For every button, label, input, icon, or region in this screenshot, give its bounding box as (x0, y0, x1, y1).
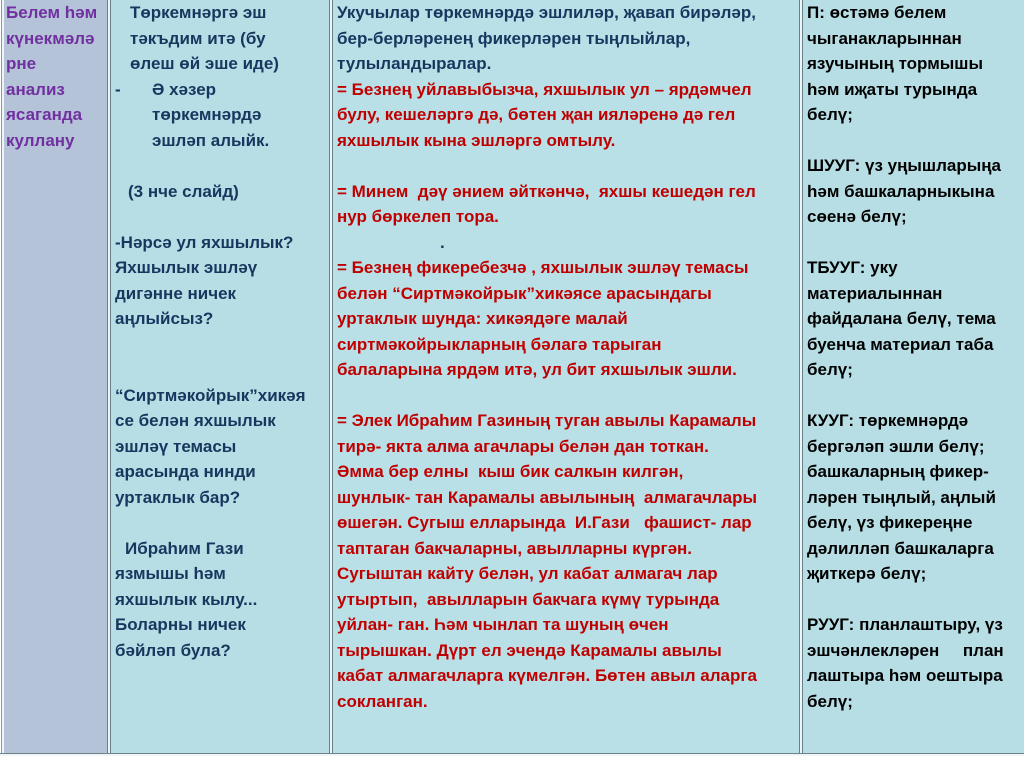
col4-shuug-line: һәм башкаларныкына (807, 181, 995, 201)
col4-shuug-line: ШУУГ: үз уңышларыңа (807, 156, 1001, 175)
col1-line: рне (6, 54, 37, 73)
col3-answer4-line: Сугыштан кайту белән, ул кабат алмагач лар (337, 564, 718, 583)
col2-task-line: өлеш өй эше иде) (130, 54, 279, 73)
col2-group-work-item (115, 77, 329, 103)
col4-p-line: белү; (807, 105, 853, 124)
col2-slide-note: (3 нче слайд) (128, 181, 239, 201)
col2-question2-line: се белән яхшылык (115, 411, 276, 430)
col3-answer4-line: Әмма бер елны кыш бик салкын килгән, (337, 462, 684, 481)
col2-question2-line: арасында нинди (115, 462, 256, 481)
col4-kuug-line: дәлилләп башкаларга (807, 538, 994, 558)
col3-answer3-line: = Безнең фикеребезчә , яхшылык эшләү темасы (337, 258, 749, 277)
col1-line: күнекмәлә (6, 28, 95, 48)
col2-question3-line: Ибраһим Гази (125, 538, 244, 558)
col1-line: куллану (6, 130, 75, 150)
col4-p-line: чыганакларыннан (807, 28, 962, 48)
col3-answer4-line: кабат алмагачларга күмелгән. Бөтен авыл аларга (337, 666, 757, 685)
col3-answer2-line: нур бөркелеп тора. (337, 207, 499, 226)
column-skills-application (4, 0, 107, 753)
col2-group-work-line: эшләп алыйк. (152, 130, 270, 150)
col1-line: Белем һәм (6, 3, 98, 22)
col3-answer4-line: утыртып, авылларын бакчага күмү турында (337, 589, 720, 609)
col2-question3-line: бәйләп була? (115, 640, 231, 660)
col2-group-work-line: төркемнәрдә (152, 105, 262, 124)
col4-kuug-line: КУУГ: төркемнәрдә (807, 411, 969, 430)
col3-answer3-line: балаларына ярдәм итә, ул бит яхшылык эшли. (337, 360, 737, 379)
col4-p-line: һәм иҗаты турында (807, 79, 978, 99)
col4-ruug-line: РУУГ: планлаштыру, үз (807, 615, 1003, 634)
col3-intro-line: тулыландыралар. (337, 54, 492, 73)
col2-question1-line: Яхшылык эшләү (115, 258, 258, 277)
column-teacher-activity (111, 0, 329, 753)
col4-shuug-line: сөенә белү; (807, 207, 907, 226)
col3-answer3-line: уртаклык шунда: хикәядәге малай (337, 309, 628, 328)
col4-tbuug-line: файдалана белү, тема (807, 309, 996, 328)
col4-ruug-line: белү; (807, 691, 853, 711)
col2-group-work-line: Ә хәзер (152, 79, 217, 99)
col2-question3-line: Боларны ничек (115, 615, 246, 634)
col3-answer4-line: тирә- якта алма агачлары белән дан тоткан. (337, 436, 709, 456)
col4-tbuug-line: буенча материал таба (807, 334, 994, 354)
col3-answer4-line: өшегән. Сугыш елларында И.Гази фашист- лар (337, 513, 752, 532)
col4-kuug-line: башкаларның фикер- (807, 462, 989, 481)
col3-answer3-line: белән “Сиртмәкойрык”хикәясе арасындагы (337, 283, 712, 303)
col3-answer4-line: тырышкан. Дүрт ел эчендә Карамалы авылы (337, 640, 722, 660)
col2-task-line: Төркемнәргә эш (130, 3, 267, 22)
col3-answer4-line: таптаган бакчаларны, авылларны күргән. (337, 538, 693, 558)
col3-answer4-line: шунлык- тан Карамалы авылының алмагачлары (337, 487, 758, 507)
col4-tbuug-line: ТБУУГ: уку (807, 258, 898, 277)
col2-question2-line: эшләү темасы (115, 436, 237, 456)
col2-question3-line: язмышы һәм (115, 564, 226, 583)
col2-question2-line: уртаклык бар? (115, 487, 241, 507)
col4-kuug-line: ләрен тыңлый, аңлый (807, 487, 996, 507)
col4-kuug-line: җиткерә белү; (807, 564, 927, 583)
col2-task-line: тәкъдим итә (бу (130, 28, 266, 48)
col4-p-line: язучының тормышы (807, 54, 983, 73)
col3-answer1-line: = Безнең уйлавыбызча, яхшылык ул – ярдәмчел (337, 79, 752, 99)
column-student-activity (333, 0, 799, 753)
col2-question1-line: -Нәрсә ул яхшылык? (115, 232, 294, 252)
col3-answer1-line: яхшылык кына эшләргә омтылу. (337, 130, 616, 150)
column-learning-outcomes (803, 0, 1024, 753)
col3-intro-line: Укучылар төркемнәрдә эшлиләр, җавап бирәләр, (337, 3, 756, 22)
col1-line: анализ (6, 79, 65, 99)
col4-tbuug-line: белү; (807, 360, 853, 379)
col3-answer4-line: сокланган. (337, 691, 428, 711)
col3-intro-line: бер-берләренең фикерләрен тыңлыйлар, (337, 28, 691, 48)
col4-ruug-line: эшчәнлекләрен план (807, 640, 1004, 660)
col4-kuug-line: белү, үз фикереңне (807, 513, 973, 532)
col1-line: ясаганда (6, 105, 83, 124)
col4-tbuug-line: материалыннан (807, 283, 943, 303)
col4-kuug-line: бергәләп эшли белү; (807, 436, 985, 456)
col3-separator-dot: . (440, 232, 445, 252)
col3-answer2-line: = Минем дәү әнием әйткәнчә, яхшы кешедән гел (337, 181, 756, 201)
col2-question1-line: дигәнне ничек (115, 283, 237, 303)
col2-question1-line: аңлыйсыз? (115, 309, 214, 328)
col3-answer4-line: уйлан- ган. Һәм чынлап та шуның өчен (337, 615, 669, 634)
col2-question2-line: “Сиртмәкойрык”хикәя (115, 385, 306, 405)
col3-answer1-line: булу, кешеләргә дә, бөтен җан ияләренә дә гел (337, 105, 736, 124)
table-bottom-border (0, 753, 1024, 756)
col3-answer3-line: сиртмәкойрыкларның бәлагә тарыган (337, 334, 662, 354)
col4-ruug-line: лаштыра һәм оештыра (807, 666, 1003, 685)
col2-question3-line: яхшылык кылу... (115, 589, 258, 609)
col3-answer4-line: = Элек Ибраһим Газиның туган авылы Карамалы (337, 411, 757, 430)
col4-p-line: П: өстәмә белем (807, 3, 947, 22)
bullet-dash: - (115, 79, 121, 99)
